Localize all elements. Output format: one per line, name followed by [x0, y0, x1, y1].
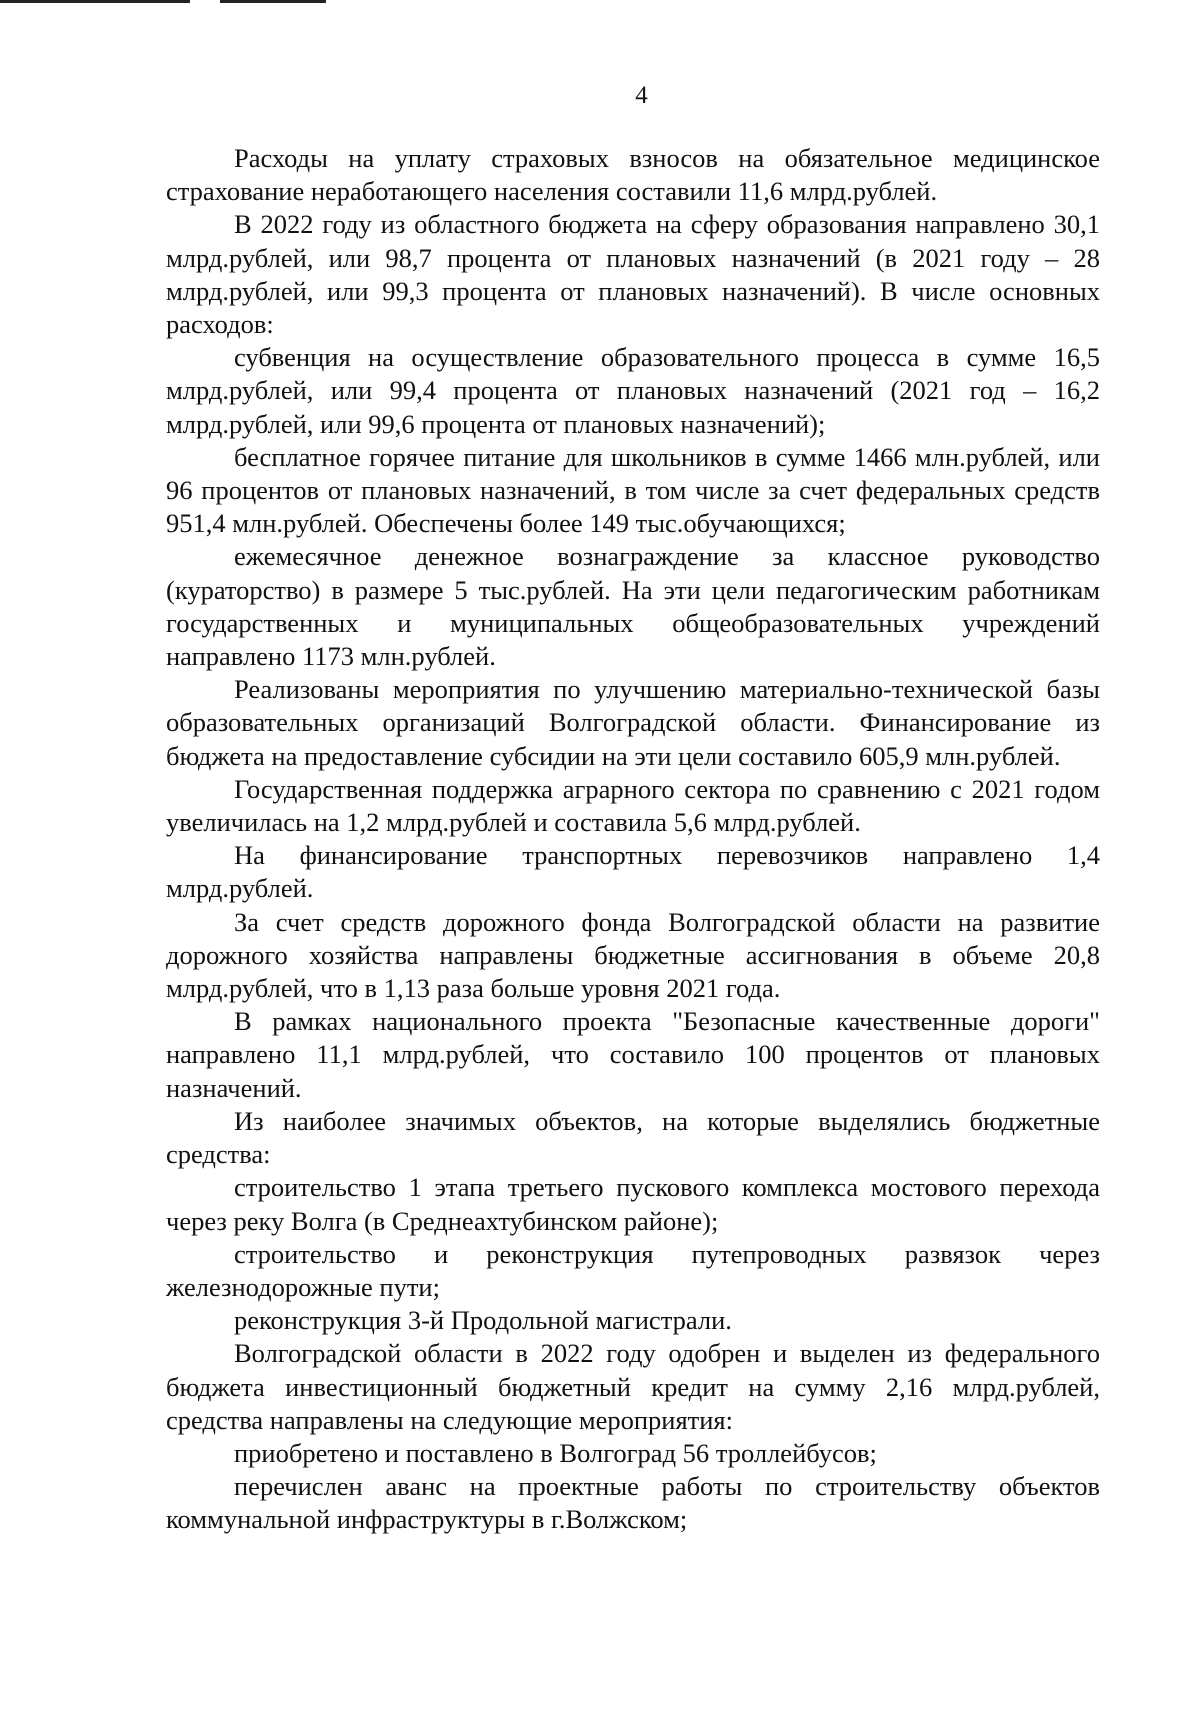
paragraph-road-fund: За счет средств дорожного фонда Волгоградской области на развитие дорожного хозяйства направлены бюджетные ассигнования в объеме 20,8 млрд.рублей, что в 1,13 раза больше уровня 2021 года. [166, 906, 1100, 1004]
scan-edge-mark [0, 0, 190, 3]
paragraph-trolleybuses: приобретено и поставлено в Волгоград 56 троллейбусов; [234, 1437, 877, 1468]
paragraph-safe-roads-project: В рамках национального проекта "Безопасные качественные дороги" направлено 11,1 млрд.рублей, что составило 100 процентов от плановых назначений. [166, 1006, 1100, 1103]
paragraph-overpass-construction: строительство и реконструкция путепроводных развязок через железнодорожные пути; [166, 1238, 1100, 1302]
paragraph-education-funding: В 2022 году из областного бюджета на сферу образования направлено 30,1 млрд.рублей, или 98,7 процента от плановых назначений (в 2021 году – 28 млрд.рублей, или 99,3 процента от плановых назначений). В числе основных расходов: [166, 209, 1100, 340]
paragraph-infrastructure-credit: Волгоградской области в 2022 году одобрен и выделен из федерального бюджета инвестиционный бюджетный кредит на сумму 2,16 млрд.рублей, средства направлены на следующие мероприятия: [166, 1338, 1100, 1435]
paragraph-insurance-contributions: Расходы на уплату страховых взносов на обязательное медицинское страхование неработающего населения составили 11,6 млрд.рублей. [166, 143, 1100, 207]
paragraph-school-meals: бесплатное горячее питание для школьников в сумме 1466 млн.рублей, или 96 процентов от плановых назначений, в том числе за счет федеральных средств 951,4 млн.рублей. Обеспечены более 149 тыс.обучающихся; [166, 441, 1100, 539]
document-body [166, 142, 1100, 1537]
paragraph-agriculture-support: Государственная поддержка аграрного сектора по сравнению с 2021 годом увеличилась на 1,2 млрд.рублей и составила 5,6 млрд.рублей. [166, 773, 1100, 838]
paragraph-class-teacher-bonus: ежемесячное денежное вознаграждение за классное руководство (кураторство) в размере 5 тыс.рублей. На эти цели педагогическим работникам государственных и муниципальных общеобразовательных учреждений направлено 1173 млн.рублей. [166, 541, 1100, 672]
scan-edge-mark [220, 0, 326, 3]
paragraph-highway-reconstruction: реконструкция 3-й Продольной магистрали. [234, 1305, 732, 1336]
paragraph-significant-objects: Из наиболее значимых объектов, на которые выделялись бюджетные средства: [166, 1105, 1100, 1170]
paragraph-transport-carriers: На финансирование транспортных перевозчиков направлено 1,4 млрд.рублей. [166, 840, 1100, 904]
paragraph-material-base: Реализованы мероприятия по улучшению материально-технической базы образовательных организаций Волгоградской области. Финансирование из бюджета на предоставление субсидии на эти цели составило 605,9 млн.рублей. [166, 674, 1100, 771]
page-number: 4 [635, 82, 648, 109]
paragraph-education-subvention: субвенция на осуществление образовательного процесса в сумме 16,5 млрд.рублей, или 99,4 процента от плановых назначений (2021 год – 16,2 млрд.рублей, или 99,6 процента от плановых назначений); [166, 342, 1100, 439]
paragraph-volzhsky-advance: перечислен аванс на проектные работы по строительству объектов коммунальной инфраструктуры в г.Волжском; [166, 1471, 1100, 1535]
paragraph-bridge-construction: строительство 1 этапа третьего пускового комплекса мостового перехода через реку Волга (в Среднеахтубинском районе); [166, 1172, 1100, 1236]
